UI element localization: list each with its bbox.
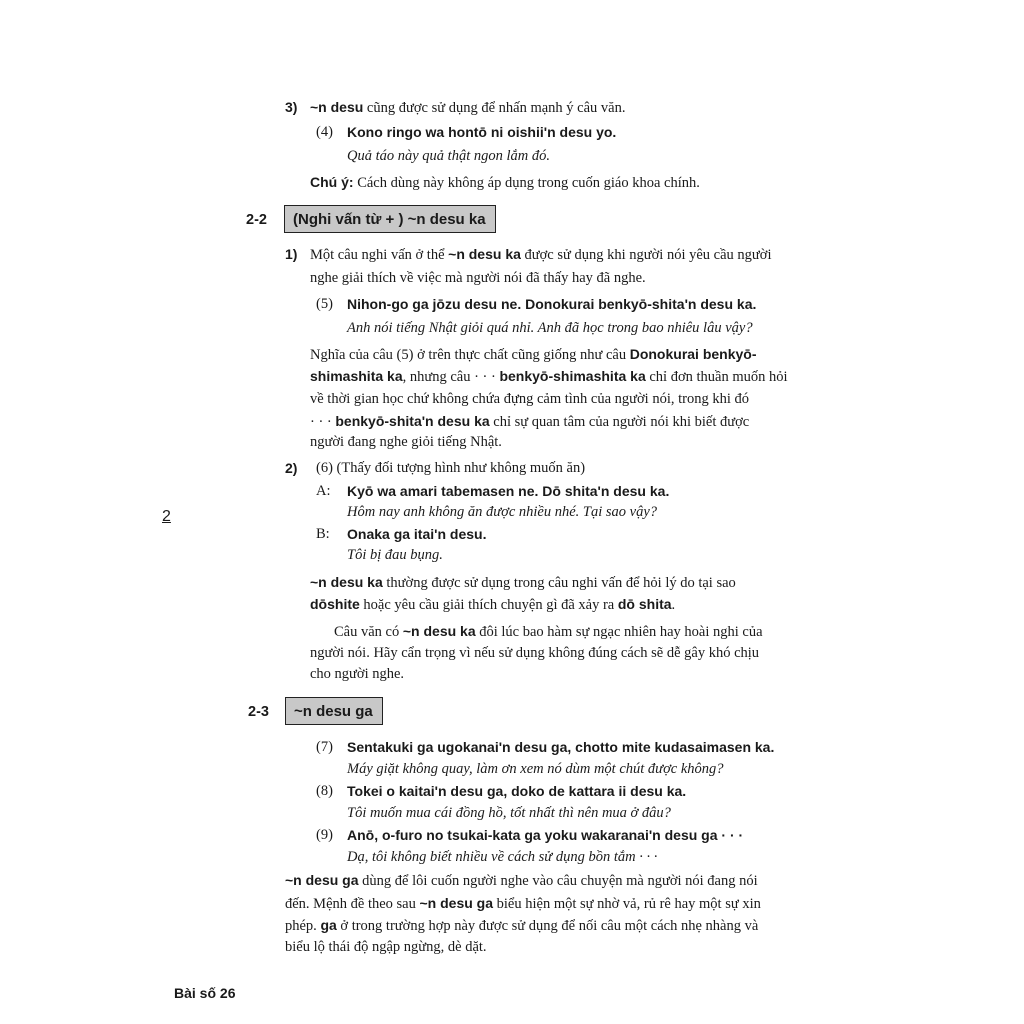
point-2-number: 2) [285,460,298,476]
example-4-japanese: Kono ringo wa hontō ni oishii'n desu yo. [347,124,617,140]
example-4-number: (4) [316,124,333,140]
explanation-3-line-3: cho người nghe. [310,666,405,682]
example-4-translation: Quả táo này quả thật ngon lắm đó. [347,148,550,164]
explanation-4-line-4: biểu lộ thái độ ngập ngừng, dè dặt. [285,939,487,955]
explanation-4-line-3: phép. ga ở trong trường hợp này được sử dụng để nối câu một cách nhẹ nhàng và [285,917,759,934]
example-9-number: (9) [316,827,333,843]
speaker-b-japanese: Onaka ga itai'n desu. [347,526,487,542]
explanation-3-line-1: Câu văn có ~n desu ka đôi lúc bao hàm sự ngạc nhiên hay hoài nghi của [334,623,763,640]
example-5-translation: Anh nói tiếng Nhật giỏi quá nhỉ. Anh đã học trong bao nhiêu lâu vậy? [347,320,753,336]
explanation-2-line-2: dōshite hoặc yêu cầu giải thích chuyện gì đã xảy ra dō shita. [310,596,676,613]
page-number-marker: 2 [162,508,171,525]
section-2-2-title: (Nghi vấn từ + ) ~n desu ka [284,205,496,233]
speaker-b-translation: Tôi bị đau bụng. [347,547,443,563]
explanation-4-line-2: đến. Mệnh đề theo sau ~n desu ga biểu hiện một sự nhờ vả, rủ rê hay một sự xin [285,895,761,912]
explanation-3-line-2: người nói. Hãy cẩn trọng vì nếu sử dụng không đúng cách sẽ dễ gây khó chịu [310,645,760,661]
speaker-a-japanese: Kyō wa amari tabemasen ne. Dō shita'n desu ka. [347,483,670,499]
explanation-line-2: shimashita ka, nhưng câu · · · benkyō-shimashita ka chỉ đơn thuần muốn hỏi [310,368,788,385]
example-8-japanese: Tokei o kaitai'n desu ga, doko de kattara ii desu ka. [347,783,687,799]
explanation-line-4: · · · benkyō-shita'n desu ka chỉ sự quan tâm của người nói khi biết được [310,413,750,430]
example-9-japanese: Anō, o-furo no tsukai-kata ga yoku wakaranai'n desu ga · · · [347,827,744,843]
point-1-line-1: Một câu nghi vấn ở thể ~n desu ka được sử dụng khi người nói yêu cầu người [310,246,772,263]
section-2-3-title: ~n desu ga [285,697,383,725]
example-5-japanese: Nihon-go ga jōzu desu ne. Donokurai benkyō-shita'n desu ka. [347,296,757,312]
speaker-a-translation: Hôm nay anh không ăn được nhiều nhé. Tại sao vậy? [347,504,658,520]
explanation-line-3: về thời gian học chứ không chứa đựng cảm tình của người nói, trong khi đó [310,391,749,407]
example-7-translation: Máy giặt không quay, làm ơn xem nó dùm một chút được không? [347,761,724,777]
section-2-3-number: 2-3 [248,704,269,720]
explanation-line-1: Nghĩa của câu (5) ở trên thực chất cũng giống như câu Donokurai benkyō- [310,346,757,363]
speaker-a-label: A: [316,483,331,499]
speaker-b-label: B: [316,526,330,542]
explanation-2-line-1: ~n desu ka thường được sử dụng trong câu nghi vấn để hỏi lý do tại sao [310,574,736,591]
section-2-2-number: 2-2 [246,212,267,228]
example-8-translation: Tôi muốn mua cái đồng hồ, tốt nhất thì nên mua ở đâu? [347,805,671,821]
point-3-number: 3) [285,99,298,115]
example-6-heading: (6) (Thấy đối tượng hình như không muốn ăn) [316,460,586,476]
page-footer-lesson: Bài số 26 [174,985,236,1001]
example-7-number: (7) [316,739,333,755]
example-9-translation: Dạ, tôi không biết nhiều về cách sử dụng bồn tắm · · · [347,849,658,865]
example-5-number: (5) [316,296,333,312]
explanation-line-5: người đang nghe giỏi tiếng Nhật. [310,434,502,450]
example-7-japanese: Sentakuki ga ugokanai'n desu ga, chotto mite kudasaimasen ka. [347,739,775,755]
example-8-number: (8) [316,783,333,799]
note-line: Chú ý: Cách dùng này không áp dụng trong cuốn giáo khoa chính. [310,174,700,191]
point-1-line-2: nghe giải thích về việc mà người nói đã thấy hay đã nghe. [310,270,646,286]
point-1-number: 1) [285,246,298,262]
explanation-4-line-1: ~n desu ga dùng để lôi cuốn người nghe vào câu chuyện mà người nói đang nói [285,872,758,889]
point-3-text: ~n desu cũng được sử dụng để nhấn mạnh ý câu văn. [310,99,626,116]
